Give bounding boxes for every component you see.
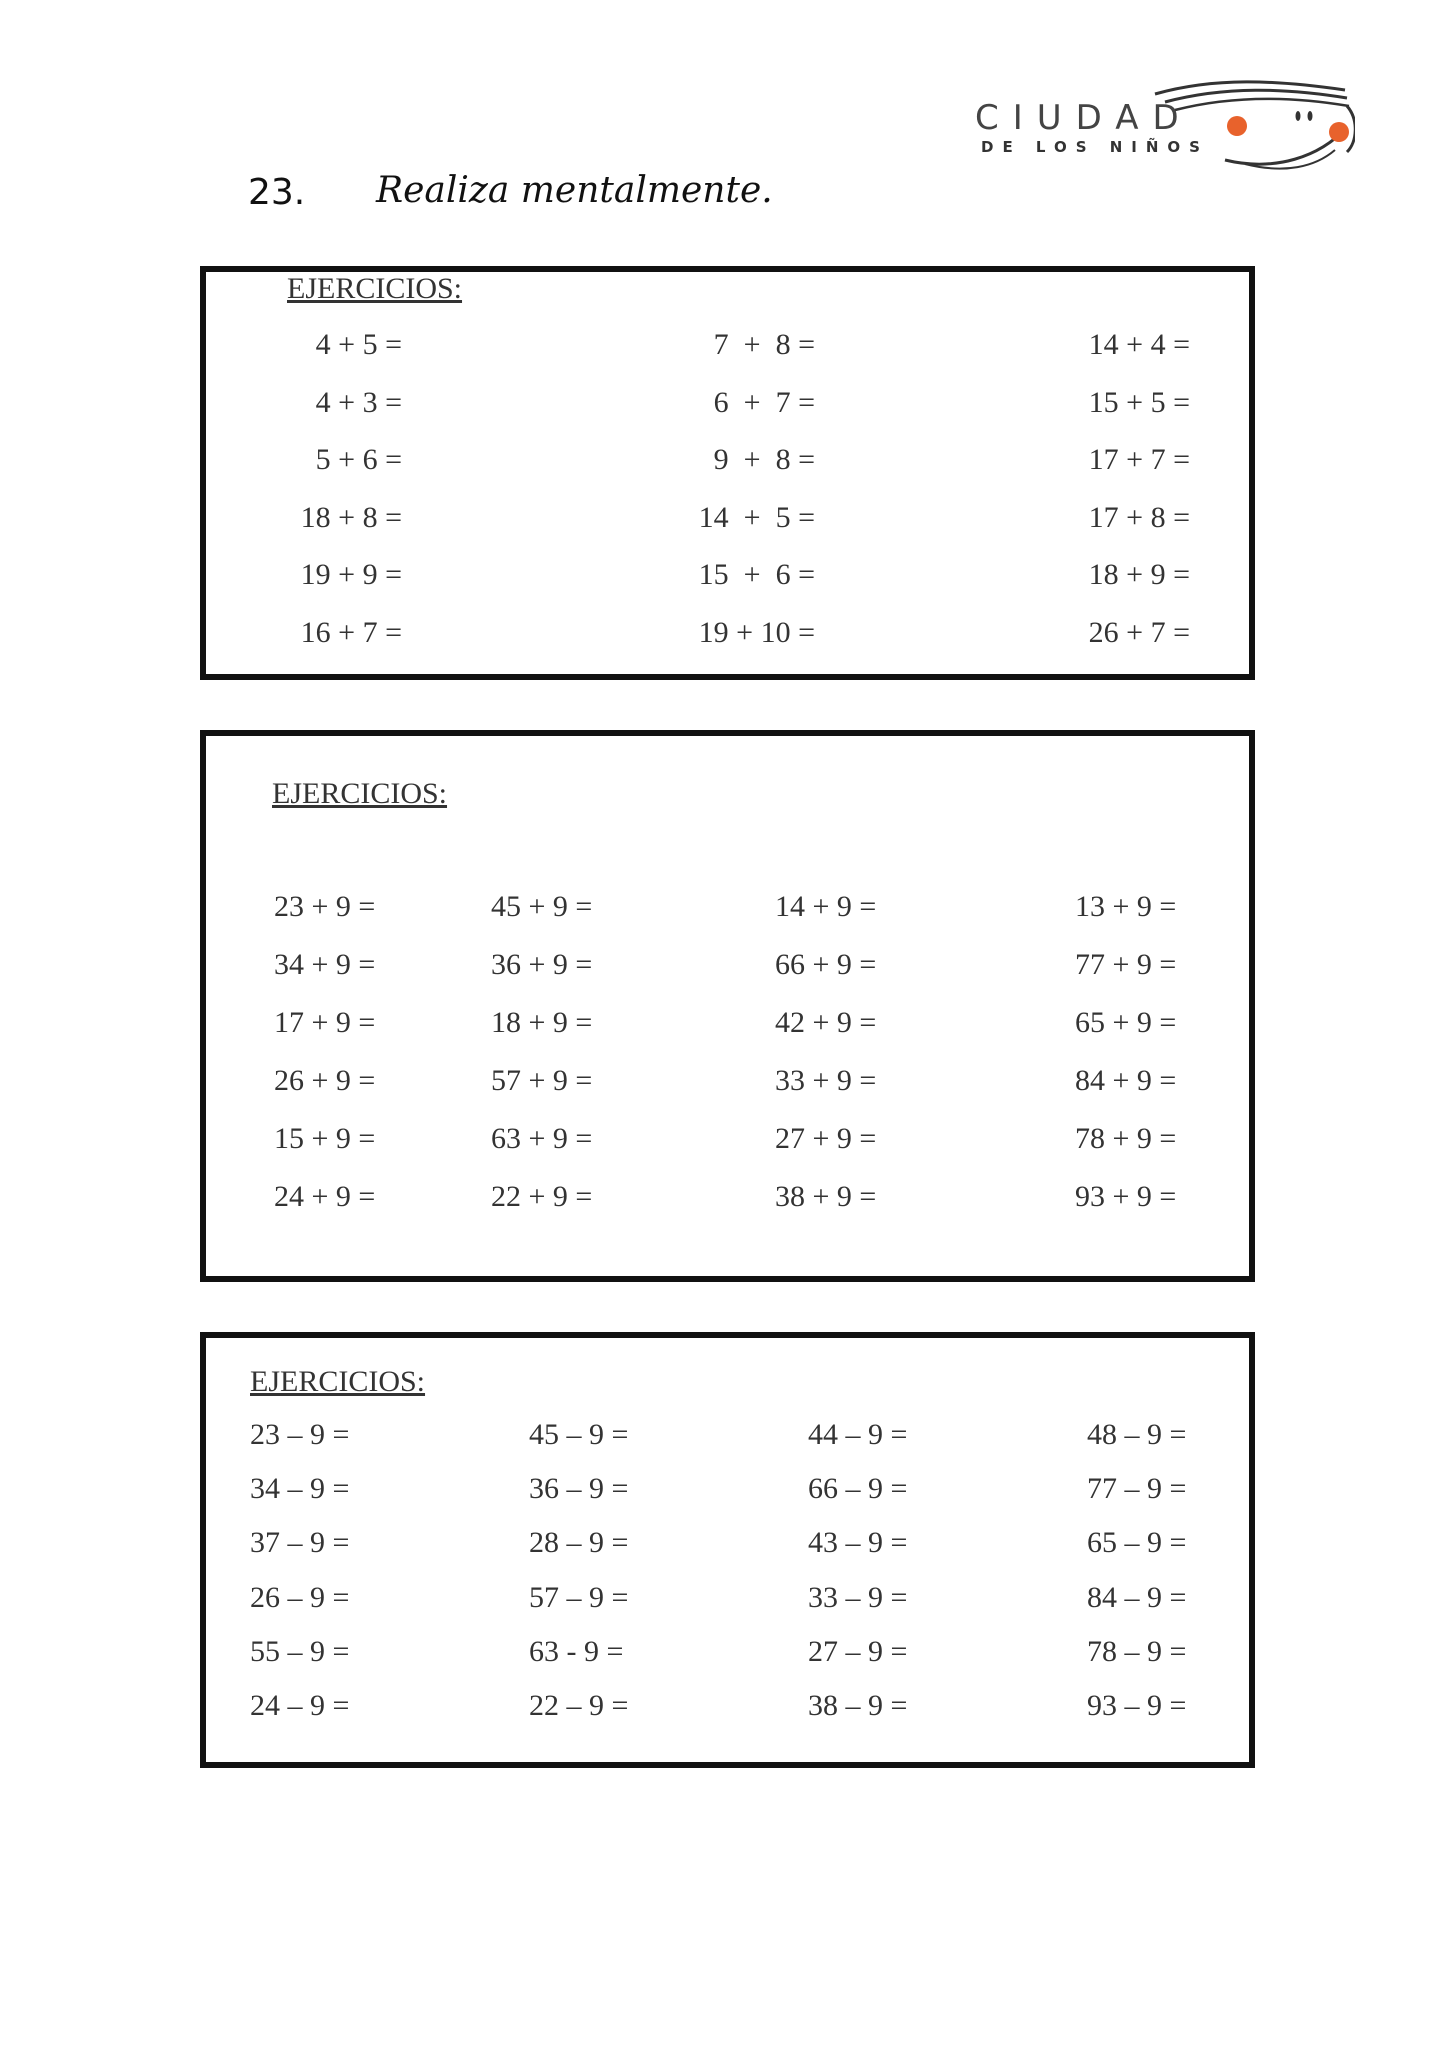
exercise-item: 33 – 9 = <box>808 1580 908 1614</box>
exercise-item: 27 – 9 = <box>808 1634 908 1668</box>
exercise-item: 24 – 9 = <box>250 1689 350 1722</box>
exercise-item: 18 + 8 = <box>300 500 402 534</box>
exercise-item: 18 + 9 = <box>1088 558 1190 591</box>
exercise-item: 24 + 9 = <box>274 1180 376 1213</box>
exercise-item: 66 + 9 = <box>775 948 877 981</box>
exercise-item: 17 + 8 = <box>1088 500 1190 534</box>
exercise-item: 18 + 9 = <box>491 1006 593 1039</box>
exercise-item: 22 – 9 = <box>529 1689 629 1722</box>
exercise-box-1-title: EJERCICIOS: <box>287 272 463 305</box>
exercise-item: 4 + 5 = <box>315 328 402 361</box>
exercise-item: 77 – 9 = <box>1087 1472 1187 1506</box>
exercise-item: 63 - 9 = <box>529 1634 624 1668</box>
exercise-item: 26 + 7 = <box>1088 615 1190 649</box>
exercise-item: 23 + 9 = <box>274 890 376 923</box>
exercise-item: 26 + 9 = <box>274 1064 376 1097</box>
ciudad-de-los-ninos-logo <box>975 72 1355 172</box>
logo-subtitle: DE LOS NIÑOS <box>981 138 1209 156</box>
exercise-item: 9 + 8 = <box>713 443 815 476</box>
exercise-item: 16 + 7 = <box>300 615 402 649</box>
exercise-item: 5 + 6 = <box>315 443 402 476</box>
exercise-item: 78 + 9 = <box>1075 1122 1177 1155</box>
exercise-item: 13 + 9 = <box>1075 890 1177 923</box>
logo-title: CIUDAD <box>975 98 1193 138</box>
exercise-item: 15 + 9 = <box>274 1122 376 1155</box>
exercise-item: 78 – 9 = <box>1087 1634 1187 1668</box>
exercise-box-2-title: EJERCICIOS: <box>272 777 448 810</box>
exercise-item: 63 + 9 = <box>491 1122 593 1155</box>
exercise-item: 6 + 7 = <box>713 385 815 419</box>
exercise-item: 42 + 9 = <box>775 1006 877 1039</box>
exercise-item: 17 + 9 = <box>274 1006 376 1039</box>
exercise-item: 36 + 9 = <box>491 948 593 981</box>
exercise-item: 57 + 9 = <box>491 1064 593 1097</box>
exercise-item: 34 + 9 = <box>274 948 376 981</box>
exercise-item: 15 + 5 = <box>1088 385 1190 419</box>
exercise-item: 93 + 9 = <box>1075 1180 1177 1213</box>
exercise-item: 33 + 9 = <box>775 1064 877 1097</box>
exercise-item: 4 + 3 = <box>315 385 402 419</box>
exercise-item: 23 – 9 = <box>250 1418 350 1451</box>
exercise-item: 28 – 9 = <box>529 1526 629 1560</box>
exercise-item: 36 – 9 = <box>529 1472 629 1506</box>
exercise-box-3-title: EJERCICIOS: <box>250 1365 426 1398</box>
exercise-item: 65 – 9 = <box>1087 1526 1187 1560</box>
exercise-item: 57 – 9 = <box>529 1580 629 1614</box>
exercise-item: 17 + 7 = <box>1088 443 1190 476</box>
exercise-item: 65 + 9 = <box>1075 1006 1177 1039</box>
exercise-item: 48 – 9 = <box>1087 1418 1187 1451</box>
exercise-item: 38 + 9 = <box>775 1180 877 1213</box>
exercise-item: 19 + 9 = <box>300 558 402 591</box>
exercise-item: 19 + 10 = <box>698 615 815 649</box>
exercise-item: 66 – 9 = <box>808 1472 908 1506</box>
exercise-item: 93 – 9 = <box>1087 1689 1187 1722</box>
exercise-item: 34 – 9 = <box>250 1472 350 1506</box>
exercise-item: 84 + 9 = <box>1075 1064 1177 1097</box>
question-number: 23. <box>248 172 306 213</box>
exercise-item: 45 – 9 = <box>529 1418 629 1451</box>
question-instruction: Realiza mentalmente. <box>376 170 773 211</box>
exercise-item: 77 + 9 = <box>1075 948 1177 981</box>
exercise-item: 84 – 9 = <box>1087 1580 1187 1614</box>
exercise-item: 7 + 8 = <box>713 328 815 361</box>
exercise-item: 26 – 9 = <box>250 1580 350 1614</box>
exercise-item: 27 + 9 = <box>775 1122 877 1155</box>
exercise-item: 14 + 4 = <box>1088 328 1190 361</box>
exercise-item: 22 + 9 = <box>491 1180 593 1213</box>
exercise-item: 45 + 9 = <box>491 890 593 923</box>
exercise-item: 14 + 9 = <box>775 890 877 923</box>
exercise-item: 38 – 9 = <box>808 1689 908 1722</box>
exercise-item: 44 – 9 = <box>808 1418 908 1451</box>
exercise-item: 14 + 5 = <box>698 500 815 534</box>
exercise-item: 37 – 9 = <box>250 1526 350 1560</box>
exercise-item: 15 + 6 = <box>698 558 815 591</box>
exercise-item: 43 – 9 = <box>808 1526 908 1560</box>
exercise-item: 55 – 9 = <box>250 1634 350 1668</box>
